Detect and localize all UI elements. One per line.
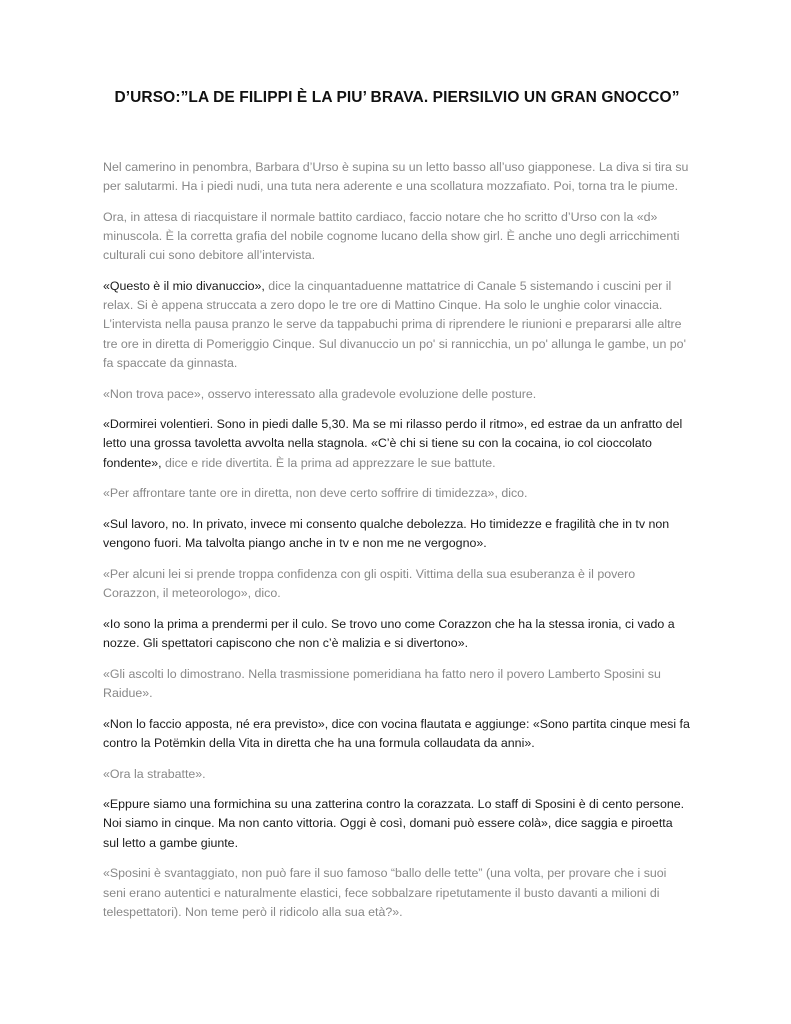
article-paragraph — [103, 415, 691, 473]
narration-text: Ora, in attesa di riacquistare il normale battito cardiaco, faccio notare che ho scritto d’Urso con la «d» minuscola. È la corretta grafia del nobile cognome lucano della show girl. È anche uno degli arricchimenti culturali cui sono debitore all’intervista. — [103, 209, 680, 263]
article-paragraph — [103, 385, 691, 404]
article-paragraph — [103, 615, 691, 653]
quote-text: «Dormirei volentieri. Sono in piedi dalle 5,30. Ma se mi rilasso perdo il ritmo», ed estrae da un anfratto del letto una grossa tavoletta avvolta nella stagnola. «C’è chi si tiene su con la cocaina, io col cioccolato fondente», — [103, 417, 683, 470]
narration-text: «Ora la strabatte». — [103, 766, 206, 781]
narration-text: «Non trova pace», osservo interessato alla gradevole evoluzione delle posture. — [103, 386, 537, 401]
article-paragraph — [103, 864, 691, 922]
quote-text: «Io sono la prima a prendermi per il culo. Se trovo uno come Corazzon che ha la stessa ironia, ci vado a nozze. Gli spettatori capiscono che non c’è malizia e si divertono». — [103, 616, 675, 651]
narration-text: Nel camerino in penombra, Barbara d’Urso è supina su un letto basso all’uso giapponese. La diva si tira su per salutarmi. Ha i piedi nudi, una tuta nera aderente e una scollatura mozzafiato. Poi, torna tra le piume. — [103, 160, 689, 194]
quote-text: «Questo è il mio divanuccio», — [103, 279, 265, 294]
article-paragraph — [103, 565, 691, 603]
narration-text: «Per alcuni lei si prende troppa confidenza con gli ospiti. Vittima della sua esuberanza è il povero Corazzon, il meteorologo», dico. — [103, 566, 636, 601]
article-paragraph — [103, 158, 691, 196]
narration-text: «Gli ascolti lo dimostrano. Nella trasmissione pomeridiana ha fatto nero il povero Lamberto Sposini su Raidue». — [103, 666, 661, 700]
article-paragraph — [103, 208, 691, 266]
article-paragraph — [103, 665, 691, 703]
article-paragraph — [103, 484, 691, 503]
article-paragraph — [103, 765, 691, 784]
article-title: D’URSO:”LA DE FILIPPI È LA PIU’ BRAVA. PIERSILVIO UN GRAN GNOCCO” — [114, 89, 680, 106]
narration-text: dice la cinquantaduenne mattatrice di Canale 5 sistemando i cuscini per il relax. Si è appena struccata a zero dopo le tre ore di Mattino Cinque. Ha solo le unghie color vinaccia. L’intervista nella pausa pranzo le serve da tappabuchi prima di riprendere le riunioni e prepararsi alle altre tre ore in diretta di Pomeriggio Cinque. Sul divanuccio un po' si rannicchia, un po' allunga le gambe, un po' fa spaccate da ginnasta. — [103, 279, 686, 370]
quote-text: «Eppure siamo una formichina su una zatterina contro la corazzata. Lo staff di Sposini è di cento persone. Noi siamo in cinque. Ma non canto vittoria. Oggi è così, domani può essere colà», dice saggia e piroetta sul letto a gambe giunte. — [103, 797, 685, 850]
article-paragraph — [103, 795, 691, 853]
narration-text: «Per affrontare tante ore in diretta, non deve certo soffrire di timidezza», dico. — [103, 486, 528, 501]
narration-text: «Sposini è svantaggiato, non può fare il suo famoso “ballo delle tette” (una volta, per provare che i suoi seni erano autentici e naturalmente elastici, fece sobbalzare ripetutamente il busto davanti a milioni di telespettatori). Non teme però il ridicolo alla sua età?». — [103, 866, 667, 919]
quote-text: «Sul lavoro, no. In privato, invece mi consento qualche debolezza. Ho timidezze e fragilità che in tv non vengono fuori. Ma talvolta piango anche in tv e non me ne vergogno». — [103, 517, 670, 551]
article-paragraph — [103, 277, 691, 373]
quote-text: «Non lo faccio apposta, né era previsto», dice con vocina flautata e aggiunge: «Sono partita cinque mesi fa contro la Potëmkin della Vita in diretta che ha una formula collaudata da anni». — [103, 716, 690, 750]
article-body — [103, 158, 691, 922]
article-paragraph — [103, 715, 691, 753]
narration-text: dice e ride divertita. È la prima ad apprezzare le sue battute. — [161, 455, 496, 470]
article-paragraph — [103, 515, 691, 553]
